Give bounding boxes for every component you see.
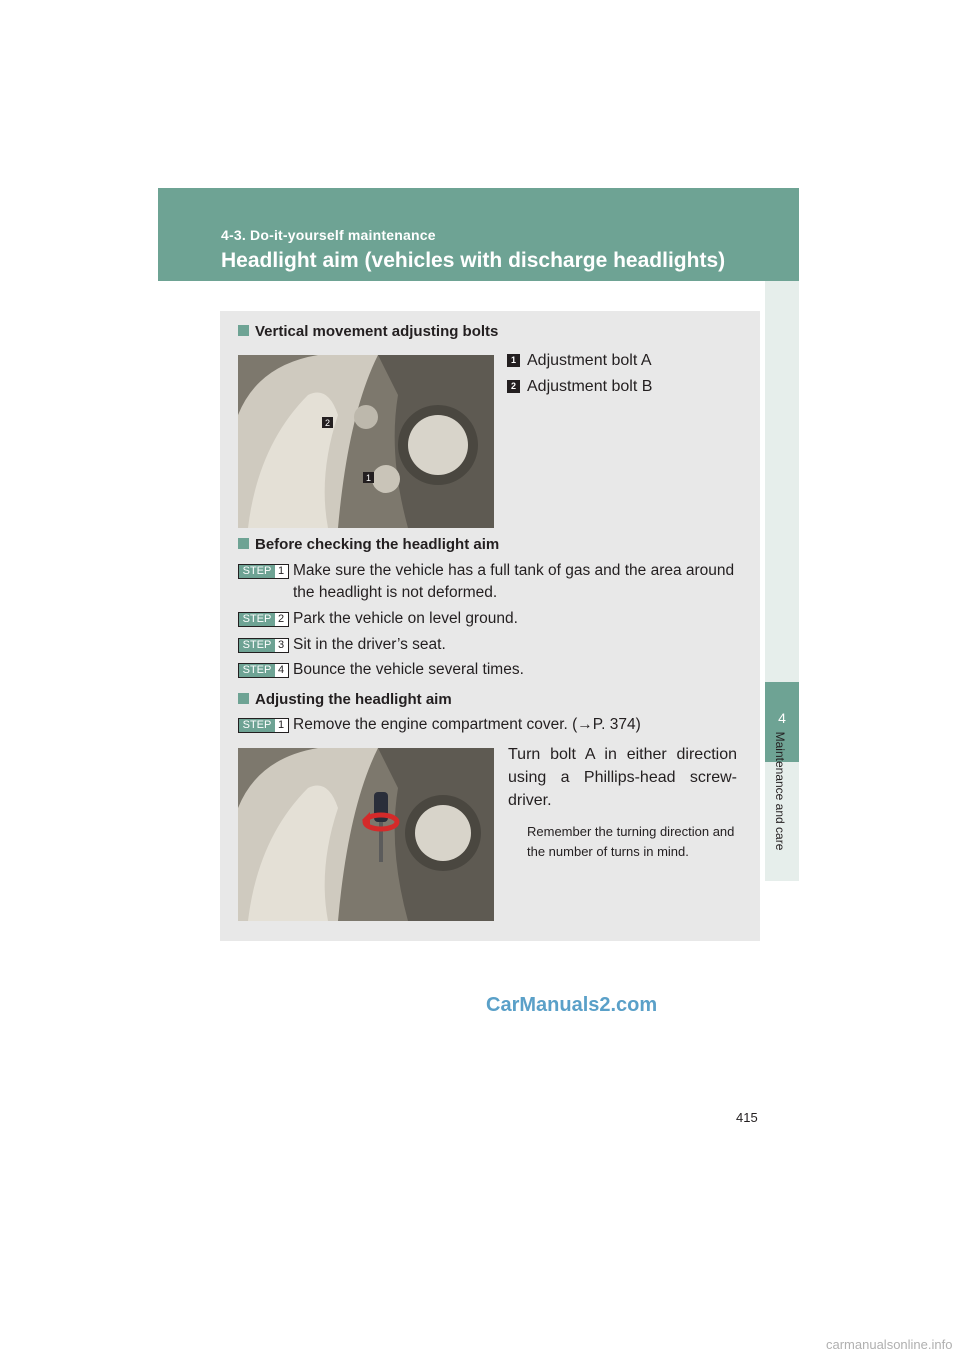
step-text-cont: the headlight is not deformed. <box>293 584 498 601</box>
step-badge: STEP 1 <box>238 564 289 579</box>
heading-vertical: Vertical movement adjusting bolts <box>238 323 498 340</box>
heading-before: Before checking the headlight aim <box>238 536 499 553</box>
photo-turning-bolt <box>238 748 494 921</box>
legend-item: 2 Adjustment bolt B <box>507 378 652 396</box>
heading-adjusting: Adjusting the headlight aim <box>238 691 452 708</box>
chapter-number: 4 <box>778 710 786 726</box>
step-badge: STEP 4 <box>238 663 289 678</box>
legend-item: 1 Adjustment bolt A <box>507 352 652 370</box>
page-title: Headlight aim (vehicles with discharge headlights) <box>221 249 726 272</box>
square-bullet-icon <box>238 693 249 704</box>
step-text: Sit in the driver’s seat. <box>293 636 446 653</box>
step-badge: STEP 1 <box>238 718 289 733</box>
page-number: 415 <box>736 1110 758 1125</box>
section-label: 4-3. Do-it-yourself maintenance <box>221 227 436 243</box>
square-bullet-icon <box>238 325 249 336</box>
step-text: Park the vehicle on level ground. <box>293 610 518 627</box>
square-bullet-icon <box>238 538 249 549</box>
step-badge: STEP 2 <box>238 612 289 627</box>
svg-text:1: 1 <box>366 473 372 483</box>
note-text: Remember the turning direction and the number of turns in mind. <box>527 824 735 859</box>
page-header <box>158 188 799 281</box>
svg-text:2: 2 <box>325 418 331 428</box>
watermark-link[interactable]: CarManuals2.com <box>486 994 658 1016</box>
step-text: Remove the engine compartment cover. (→P. 374) <box>293 716 641 733</box>
step-badge: STEP 3 <box>238 638 289 653</box>
chapter-label: Maintenance and care <box>773 731 787 851</box>
step-text: Make sure the vehicle has a full tank of gas and the area around <box>293 562 735 579</box>
step-text: Turn bolt A in either direction using a Phillips-head screw-driver. <box>508 746 737 809</box>
watermark-footer[interactable]: carmanualsonline.info <box>826 1337 953 1352</box>
step-text: Bounce the vehicle several times. <box>293 661 524 678</box>
photo-adjusting-bolts <box>238 355 494 528</box>
